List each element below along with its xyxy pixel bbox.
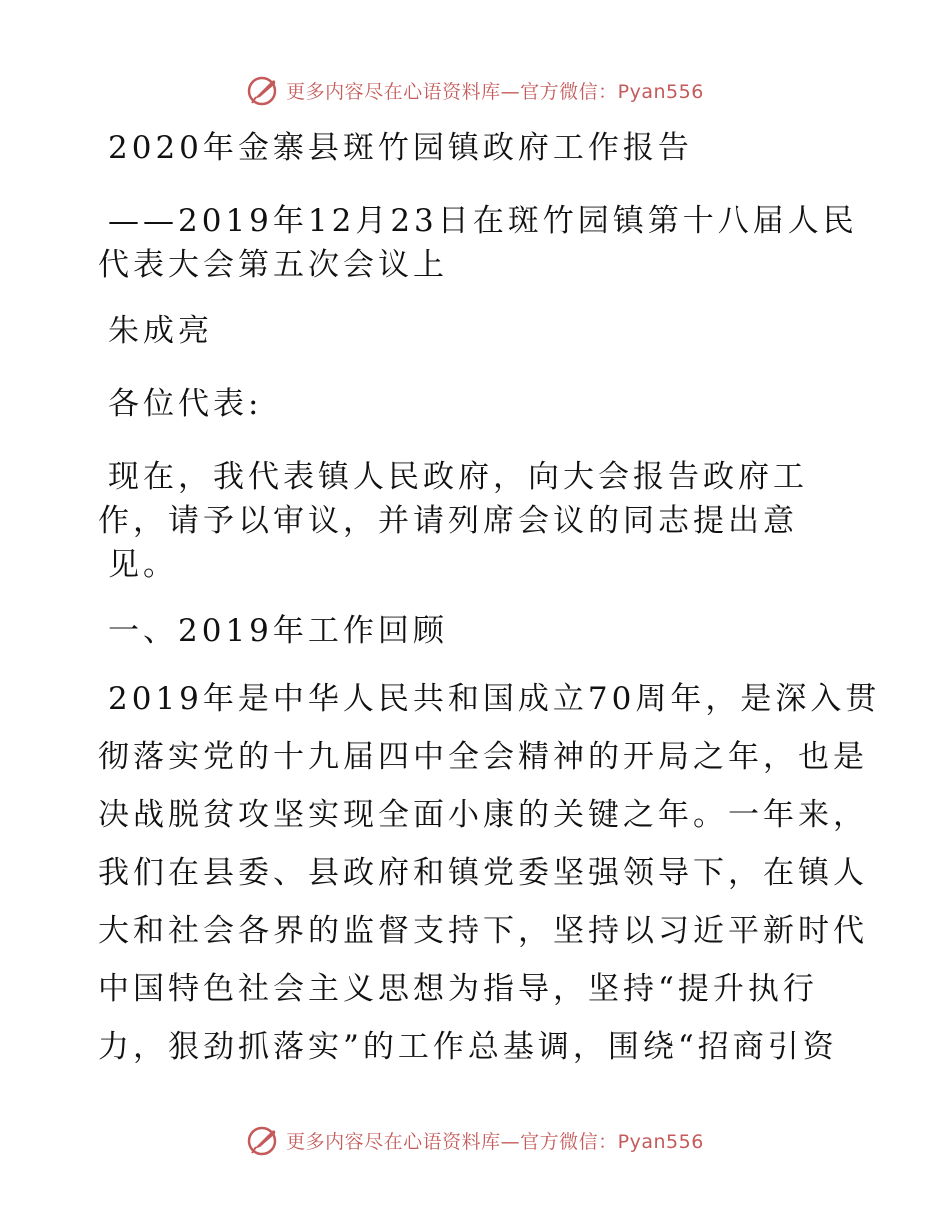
salutation-text: 各位代表: bbox=[108, 386, 263, 422]
body-line: 中国特色社会主义思想为指导，坚持“提升执行 bbox=[98, 971, 818, 1007]
footer-watermark bbox=[0, 1120, 950, 1160]
body-line: 大和社会各界的监督支持下，坚持以习近平新时代 bbox=[98, 913, 868, 949]
document-title-text: 2020年金寨县斑竹园镇政府工作报告 bbox=[108, 130, 693, 166]
feather-pen-logo-icon bbox=[246, 73, 280, 107]
intro-paragraph bbox=[98, 455, 858, 587]
section-heading bbox=[98, 609, 858, 653]
body-line: 我们在县委、县政府和镇党委坚强领导下，在镇人 bbox=[98, 855, 868, 891]
document-title bbox=[98, 126, 858, 170]
body-line: 2019年是中华人民共和国成立70周年，是深入贯 bbox=[108, 681, 881, 717]
salutation bbox=[98, 382, 858, 426]
intro-line-1: 现在，我代表镇人民政府，向大会报告政府工 bbox=[108, 459, 808, 495]
document-body bbox=[98, 126, 881, 1076]
body-line: 决战脱贫攻坚实现全面小康的关键之年。一年来， bbox=[98, 797, 868, 833]
document-author bbox=[98, 309, 858, 353]
intro-line-2: 作，请予以审议，并请列席会议的同志提出意见。 bbox=[98, 503, 798, 583]
body-line: 彻落实党的十九届四中全会精神的开局之年，也是 bbox=[98, 739, 868, 775]
subtitle-line-1: ——2019年12月23日在斑竹园镇第十八届人民 bbox=[108, 203, 858, 239]
document-subtitle bbox=[98, 199, 858, 287]
section-heading-text: 一、2019年工作回顾 bbox=[108, 613, 448, 649]
feather-pen-logo-icon bbox=[246, 1123, 280, 1157]
subtitle-line-2: 代表大会第五次会议上 bbox=[98, 247, 448, 283]
body-line: 力，狠劲抓落实”的工作总基调，围绕“招商引资 bbox=[98, 1029, 838, 1065]
watermark-text: 更多内容尽在心语资料库—官方微信：Pyan556 bbox=[286, 1130, 704, 1153]
author-name: 朱成亮 bbox=[108, 313, 213, 349]
header-watermark bbox=[0, 70, 950, 110]
body-paragraph bbox=[98, 670, 881, 1076]
watermark-text: 更多内容尽在心语资料库—官方微信：Pyan556 bbox=[286, 80, 704, 103]
